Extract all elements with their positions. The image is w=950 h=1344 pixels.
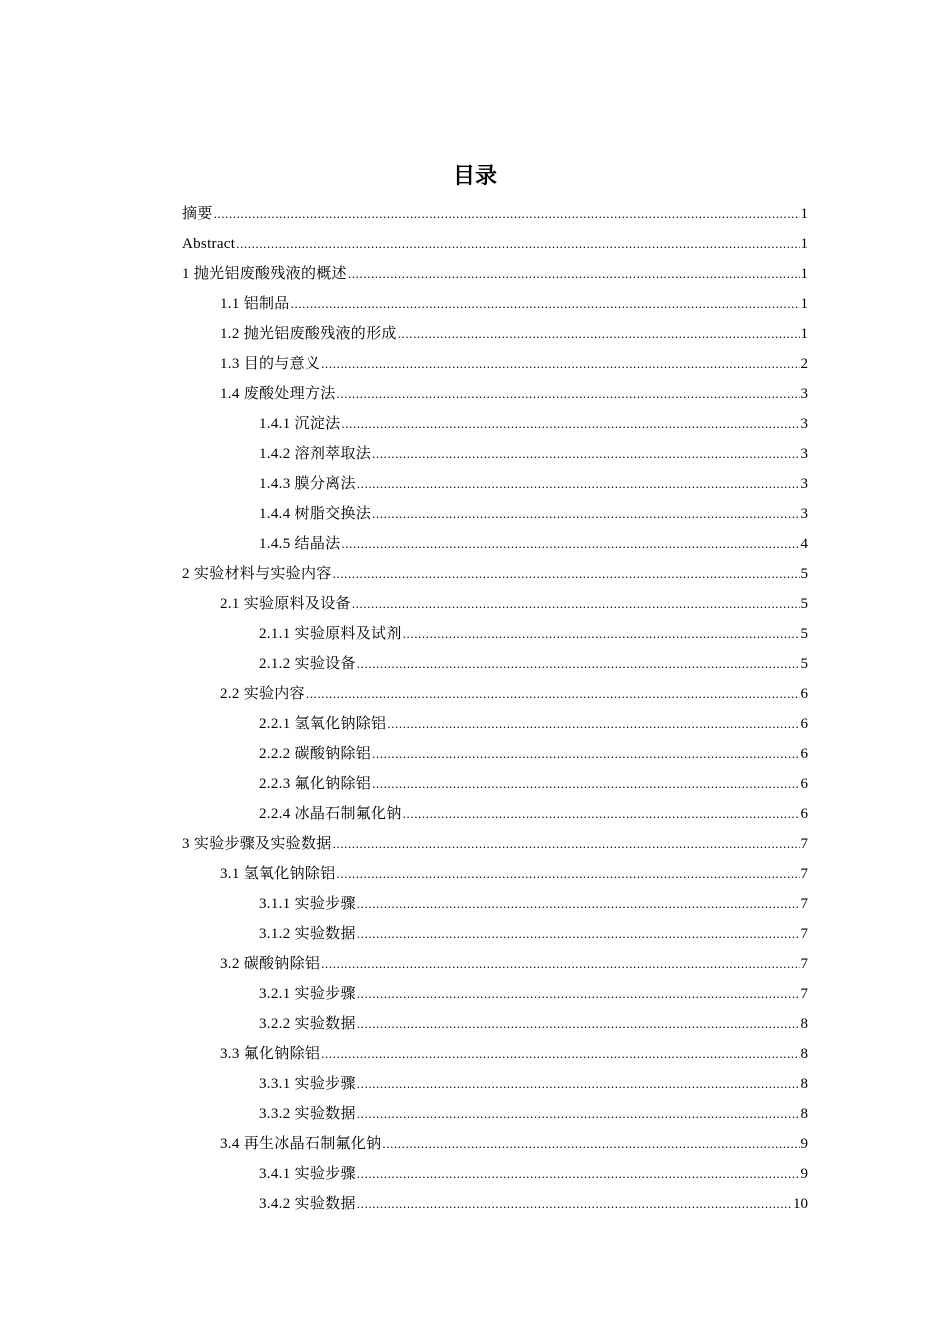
- toc-entry[interactable]: [182, 679, 808, 709]
- toc-dot-leader: [337, 859, 800, 889]
- toc-dot-leader: [382, 1129, 799, 1159]
- toc-dot-leader: [291, 289, 800, 319]
- toc-dot-leader: [398, 319, 800, 349]
- toc-entry-title: 1.4.2 溶剂萃取法: [259, 446, 372, 462]
- toc-page-number: 6: [800, 746, 808, 762]
- toc-entry-title: 2.2 实验内容: [220, 686, 305, 702]
- toc-entry-title: 1.2 抛光铝废酸残液的形成: [220, 326, 397, 342]
- toc-entry-title: 1.4.5 结晶法: [259, 536, 341, 552]
- toc-entry-title: 1.1 铝制品: [220, 296, 290, 312]
- toc-page-number: 2: [800, 356, 808, 372]
- toc-page-number: 9: [800, 1136, 808, 1152]
- toc-entry[interactable]: [182, 799, 808, 829]
- toc-entry-title: 2.2.1 氢氧化钠除铝: [259, 716, 387, 732]
- toc-page-number: 8: [800, 1016, 808, 1032]
- toc-page-number: 3: [800, 386, 808, 402]
- toc-entry[interactable]: [182, 469, 808, 499]
- toc-entry[interactable]: [182, 229, 808, 259]
- toc-entry-title: 1.3 目的与意义: [220, 356, 321, 372]
- toc-page-number: 1: [800, 326, 808, 342]
- toc-dot-leader: [306, 679, 800, 709]
- toc-dot-leader: [357, 1069, 800, 1099]
- toc-entry[interactable]: [182, 1189, 808, 1219]
- toc-entry-title: 摘要: [182, 206, 213, 222]
- toc-page-number: 5: [800, 626, 808, 642]
- toc-dot-leader: [357, 1189, 792, 1219]
- toc-dot-leader: [357, 1159, 800, 1189]
- toc-page-number: 1: [800, 236, 808, 252]
- toc-dot-leader: [341, 409, 799, 439]
- toc-dot-leader: [214, 199, 800, 229]
- toc-entry[interactable]: [182, 1159, 808, 1189]
- toc-dot-leader: [387, 709, 799, 739]
- toc-entry[interactable]: [182, 769, 808, 799]
- toc-entry[interactable]: [182, 499, 808, 529]
- toc-page-number: 3: [800, 476, 808, 492]
- toc-entry-title: 3.3.2 实验数据: [259, 1106, 356, 1122]
- toc-page-number: 8: [800, 1046, 808, 1062]
- toc-dot-leader: [403, 619, 800, 649]
- toc-entry-title: 3.4.2 实验数据: [259, 1196, 356, 1212]
- toc-dot-leader: [372, 499, 799, 529]
- table-of-contents: [182, 199, 808, 1219]
- toc-page-number: 4: [800, 536, 808, 552]
- toc-dot-leader: [372, 739, 799, 769]
- toc-entry-title: Abstract: [182, 236, 236, 252]
- toc-entry[interactable]: [182, 1009, 808, 1039]
- toc-entry[interactable]: [182, 919, 808, 949]
- toc-dot-leader: [333, 829, 800, 859]
- toc-entry-title: 1.4.3 膜分离法: [259, 476, 356, 492]
- toc-page-number: 5: [800, 566, 808, 582]
- toc-entry[interactable]: [182, 559, 808, 589]
- toc-dot-leader: [403, 799, 800, 829]
- toc-entry-title: 1.4.1 沉淀法: [259, 416, 341, 432]
- toc-entry[interactable]: [182, 1099, 808, 1129]
- toc-page-number: 6: [800, 686, 808, 702]
- toc-page-number: 3: [800, 446, 808, 462]
- toc-dot-leader: [337, 379, 800, 409]
- toc-entry[interactable]: [182, 709, 808, 739]
- toc-page-number: 3: [800, 416, 808, 432]
- toc-entry[interactable]: [182, 649, 808, 679]
- toc-dot-leader: [357, 649, 800, 679]
- toc-page-number: 8: [800, 1076, 808, 1092]
- toc-entry[interactable]: [182, 319, 808, 349]
- toc-entry-title: 1.4.4 树脂交换法: [259, 506, 372, 522]
- toc-entry[interactable]: [182, 619, 808, 649]
- toc-entry[interactable]: [182, 439, 808, 469]
- toc-entry-title: 3.1.1 实验步骤: [259, 896, 356, 912]
- toc-entry-title: 3.4 再生冰晶石制氟化钠: [220, 1136, 382, 1152]
- toc-dot-leader: [236, 229, 799, 259]
- toc-dot-leader: [321, 1039, 799, 1069]
- toc-entry[interactable]: [182, 979, 808, 1009]
- toc-entry[interactable]: [182, 739, 808, 769]
- toc-page-number: 5: [800, 596, 808, 612]
- toc-dot-leader: [357, 979, 800, 1009]
- toc-entry[interactable]: [182, 949, 808, 979]
- toc-entry-title: 2.2.2 碳酸钠除铝: [259, 746, 372, 762]
- toc-entry-title: 1.4 废酸处理方法: [220, 386, 336, 402]
- toc-page-number: 9: [800, 1166, 808, 1182]
- toc-entry[interactable]: [182, 1129, 808, 1159]
- toc-entry-title: 3 实验步骤及实验数据: [182, 836, 332, 852]
- toc-entry[interactable]: [182, 379, 808, 409]
- toc-entry[interactable]: [182, 349, 808, 379]
- toc-dot-leader: [333, 559, 800, 589]
- toc-entry-title: 3.1 氢氧化钠除铝: [220, 866, 336, 882]
- toc-dot-leader: [357, 1009, 800, 1039]
- toc-entry[interactable]: [182, 589, 808, 619]
- toc-entry-title: 3.1.2 实验数据: [259, 926, 356, 942]
- toc-entry[interactable]: [182, 1069, 808, 1099]
- toc-page-number: 7: [800, 926, 808, 942]
- page-title: 目录: [452, 164, 497, 189]
- toc-page-number: 7: [800, 986, 808, 1002]
- toc-dot-leader: [348, 259, 800, 289]
- toc-entry[interactable]: [182, 889, 808, 919]
- toc-page-number: 7: [800, 866, 808, 882]
- toc-dot-leader: [352, 589, 800, 619]
- toc-page-number: 1: [800, 266, 808, 282]
- toc-entry[interactable]: [182, 259, 808, 289]
- toc-entry[interactable]: [182, 289, 808, 319]
- toc-page-number: 5: [800, 656, 808, 672]
- toc-entry-title: 1 抛光铝废酸残液的概述: [182, 266, 347, 282]
- toc-page-number: 1: [800, 296, 808, 312]
- toc-page-number: 10: [793, 1196, 808, 1212]
- toc-entry-title: 3.3 氟化钠除铝: [220, 1046, 321, 1062]
- toc-entry-title: 3.4.1 实验步骤: [259, 1166, 356, 1182]
- toc-dot-leader: [357, 469, 800, 499]
- toc-entry-title: 2.1.2 实验设备: [259, 656, 356, 672]
- toc-page-number: 7: [800, 836, 808, 852]
- toc-entry-title: 3.2.2 实验数据: [259, 1016, 356, 1032]
- toc-entry-title: 2.2.3 氟化钠除铝: [259, 776, 372, 792]
- toc-dot-leader: [372, 769, 799, 799]
- toc-page-number: 6: [800, 806, 808, 822]
- toc-entry-title: 2.1 实验原料及设备: [220, 596, 351, 612]
- toc-entry[interactable]: [182, 859, 808, 889]
- toc-entry[interactable]: [182, 529, 808, 559]
- toc-entry-title: 2.1.1 实验原料及试剂: [259, 626, 402, 642]
- toc-page-number: 7: [800, 896, 808, 912]
- toc-entry[interactable]: [182, 199, 808, 229]
- toc-entry[interactable]: [182, 1039, 808, 1069]
- toc-entry-title: 3.3.1 实验步骤: [259, 1076, 356, 1092]
- toc-dot-leader: [357, 919, 800, 949]
- toc-entry-title: 2.2.4 冰晶石制氟化钠: [259, 806, 402, 822]
- toc-page-number: 8: [800, 1106, 808, 1122]
- toc-dot-leader: [357, 1099, 800, 1129]
- toc-dot-leader: [372, 439, 799, 469]
- toc-page-number: 3: [800, 506, 808, 522]
- toc-dot-leader: [341, 529, 799, 559]
- toc-entry[interactable]: [182, 409, 808, 439]
- toc-dot-leader: [321, 349, 799, 379]
- toc-page-number: 6: [800, 716, 808, 732]
- toc-dot-leader: [357, 889, 800, 919]
- toc-dot-leader: [321, 949, 799, 979]
- toc-entry[interactable]: [182, 829, 808, 859]
- toc-entry-title: 3.2.1 实验步骤: [259, 986, 356, 1002]
- toc-page-number: 6: [800, 776, 808, 792]
- toc-page-number: 7: [800, 956, 808, 972]
- toc-entry-title: 3.2 碳酸钠除铝: [220, 956, 321, 972]
- toc-page-number: 1: [800, 206, 808, 222]
- toc-entry-title: 2 实验材料与实验内容: [182, 566, 332, 582]
